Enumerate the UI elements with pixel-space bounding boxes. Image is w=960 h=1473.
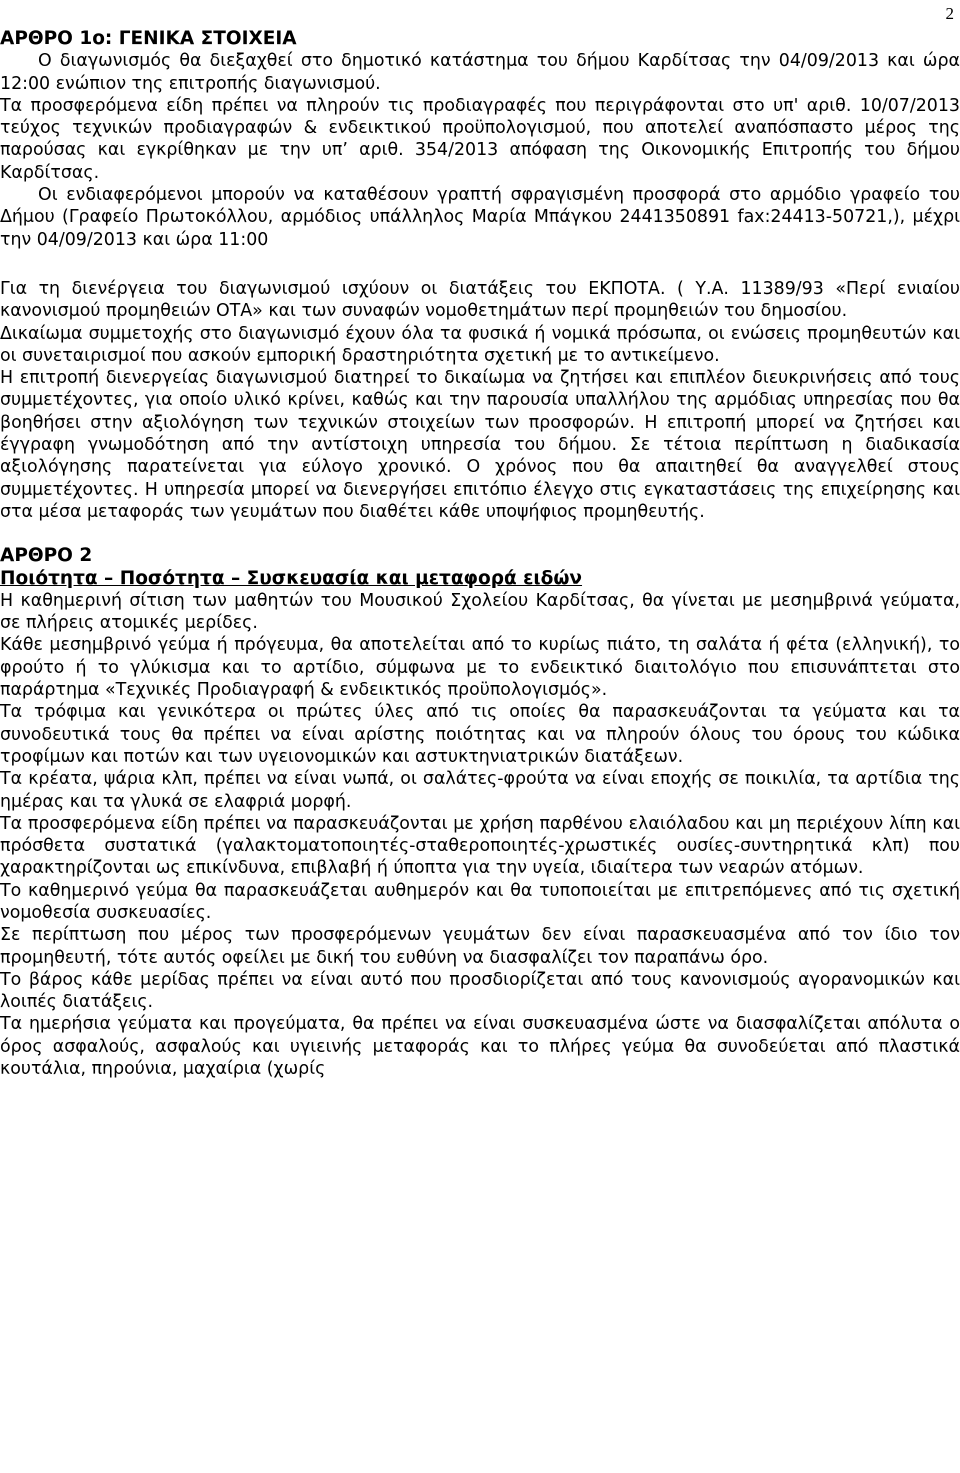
article-2-paragraph-8: Το βάρος κάθε μερίδας πρέπει να είναι αυτό που προσδιορίζεται από τους κανονισμούς αγορανομικών και λοιπές διατάξεις. [0,969,960,1013]
spacer [0,523,960,545]
spacer [0,251,960,278]
article-1-paragraph-1: Ο διαγωνισμός θα διεξαχθεί στο δημοτικό κατάστημα του δήμου Καρδίτσας την 04/09/2013 και ώρα 12:00 ενώπιον της επιτροπής διαγωνισμού. [0,51,960,94]
article-2-paragraph-9: Τα ημερήσια γεύματα και προγεύματα, θα πρέπει να είναι συσκευασμένα ώστε να διασφαλίζεται απόλυτα ο όρος ασφαλούς, ασφαλούς και υγιεινής μεταφοράς και το πλήρες γεύμα θα συνοδεύεται από πλαστικά κουτάλια, πηρούνια, μαχαίρια (χωρίς [0,1014,960,1080]
article-2-title: ΑΡΘΡΟ 2 [0,545,93,567]
article-1-title: ΑΡΘΡΟ 1ο: ΓΕΝΙΚΑ ΣΤΟΙΧΕΙΑ [0,28,297,49]
article-2-subtitle: Ποιότητα – Ποσότητα – Συσκευασία και μεταφορά ειδών [0,567,583,589]
article-2-paragraph-2: Κάθε μεσημβρινό γεύμα ή πρόγευμα, θα αποτελείται από το κυρίως πιάτο, τη σαλάτα ή φέτα (ελληνική), το φρούτο ή το γλύκισμα και το αρτίδιο, σύμφωνα με το ενδεικτικό διαιτολόγιο που επισυνάπτεται στο παράρτημα «Τεχνικές Προδιαγραφή & ενδεικτικός προϋπολογισμός». [0,635,960,701]
article-2-paragraph-4: Τα κρέατα, ψάρια κλπ, πρέπει να είναι νωπά, οι σαλάτες-φρούτα να είναι εποχής σε ποικιλία, τα αρτίδια της ημέρας και τα γλυκά σε ελαφριά μορφή. [0,769,960,812]
article-2-paragraph-3: Τα τρόφιμα και γενικότερα οι πρώτες ύλες από τις οποίες θα παρασκευάζονται τα γεύματα και τα συνοδευτικά τους θα πρέπει να είναι αρίστης ποιότητας και να πληρούν όλους του όρους του κώδικα τροφίμων και ποτών και των υγειονομικών και αστυκτηνιατρικών διατάξεων. [0,702,960,767]
article-2-paragraph-1: Η καθημερινή σίτιση των μαθητών του Μουσικού Σχολείου Καρδίτσας, θα γίνεται με μεσημβρινά γεύματα, σε πλήρεις ατομικές μερίδες. [0,590,960,634]
article-1-paragraph-2: Τα προσφερόμενα είδη πρέπει να πληρούν τις προδιαγραφές που περιγράφονται στο υπ' αριθ. 10/07/2013 τεύχος τεχνικών προδιαγραφών & ενδεικτικού προϋπολογισμού, που αποτελεί αναπόσπαστο μέρος της παρούσας και εγκρίθηκαν με την υπ’ αριθ. 354/2013 απόφαση της Οικονομικής Επιτροπής του δήμου Καρδίτσας. [0,95,960,183]
article-2-paragraph-7: Σε περίπτωση που μέρος των προσφερόμενων γευμάτων δεν είναι παρασκευασμένα από τον ίδιο τον προμηθευτή, τότε αυτός οφείλει με δική του ευθύνη να διασφαλίζει τον παραπάνω όρο. [0,925,960,968]
article-1-paragraph-6: Η επιτροπή διενεργείας διαγωνισμού διατηρεί το δικαίωμα να ζητήσει και επιπλέον διευκρινήσεις από τους συμμετέχοντες, για οποίο υλικό κρίνει, καθώς και την παρουσία υπαλλήλου της αρμόδιας υπηρεσίας που θα βοηθήσει στην αξιολόγηση των τεχνικών στοιχείων των προσφορών. Η επιτροπή μπορεί να ζητήσει και έγγραφη γνωμοδότηση από την αντίστοιχη υπηρεσία του δήμου. Σε τέτοια περίπτωση η διαδικασία αξιολόγησης παρατείνεται για εύλογο χρονικό. Ο χρόνος που θα απαιτηθεί θα αναγγελθεί στους συμμετέχοντες. Η υπηρεσία μπορεί να διενεργήσει επιτόπιο έλεγχο στις εγκαταστάσεις της επιχείρησης και στα μέσα μεταφοράς των γευμάτων που διαθέτει κάθε υποψήφιος προμηθευτής. [0,368,960,522]
document-body [0,28,960,1080]
article-1-paragraph-3: Οι ενδιαφερόμενοι μπορούν να καταθέσουν γραπτή σφραγισμένη προσφορά στο αρμόδιο γραφείο του Δήμου (Γραφείο Πρωτοκόλλου, αρμόδιος υπάλληλος Μαρία Μπάγκου 2441350891 fax:24413-50721,), μέχρι την 04/09/2013 και ώρα 11:00 [0,185,960,250]
article-2-paragraph-6: Το καθημερινό γεύμα θα παρασκευάζεται αυθημερόν και θα τυποποιείται με επιτρεπόμενες από τις σχετική νομοθεσία συσκευασίες. [0,880,960,923]
article-1-paragraph-5: Δικαίωμα συμμετοχής στο διαγωνισμό έχουν όλα τα φυσικά ή νομικά πρόσωπα, οι ενώσεις προμηθευτών και οι συνεταιρισμοί που ασκούν εμπορική δραστηριότητα σχετική με το αντικείμενο. [0,323,960,366]
article-1-paragraph-4: Για τη διενέργεια του διαγωνισμού ισχύουν οι διατάξεις του ΕΚΠΟΤΑ. ( Υ.Α. 11389/93 «Περί ενιαίου κανονισμού προμηθειών ΟΤΑ» και των συναφών νομοθετημάτων περί προμηθειών του δημοσίου. [0,278,960,322]
article-2-paragraph-5: Τα προσφερόμενα είδη πρέπει να παρασκευάζονται με χρήση παρθένου ελαιόλαδου και μη περιέχουν λίπη και πρόσθετα συστατικά (γαλακτοματοποιητές-σταθεροποιητές-χρωστικές ουσίες-συντηρητικά κλπ) που χαρακτηρίζονται ως επικίνδυνα, επιβλαβή ή ύποπτα για την υγεία, ιδιαίτερα των νεαρών ατόμων. [0,813,960,879]
page-number: 2 [945,4,954,23]
